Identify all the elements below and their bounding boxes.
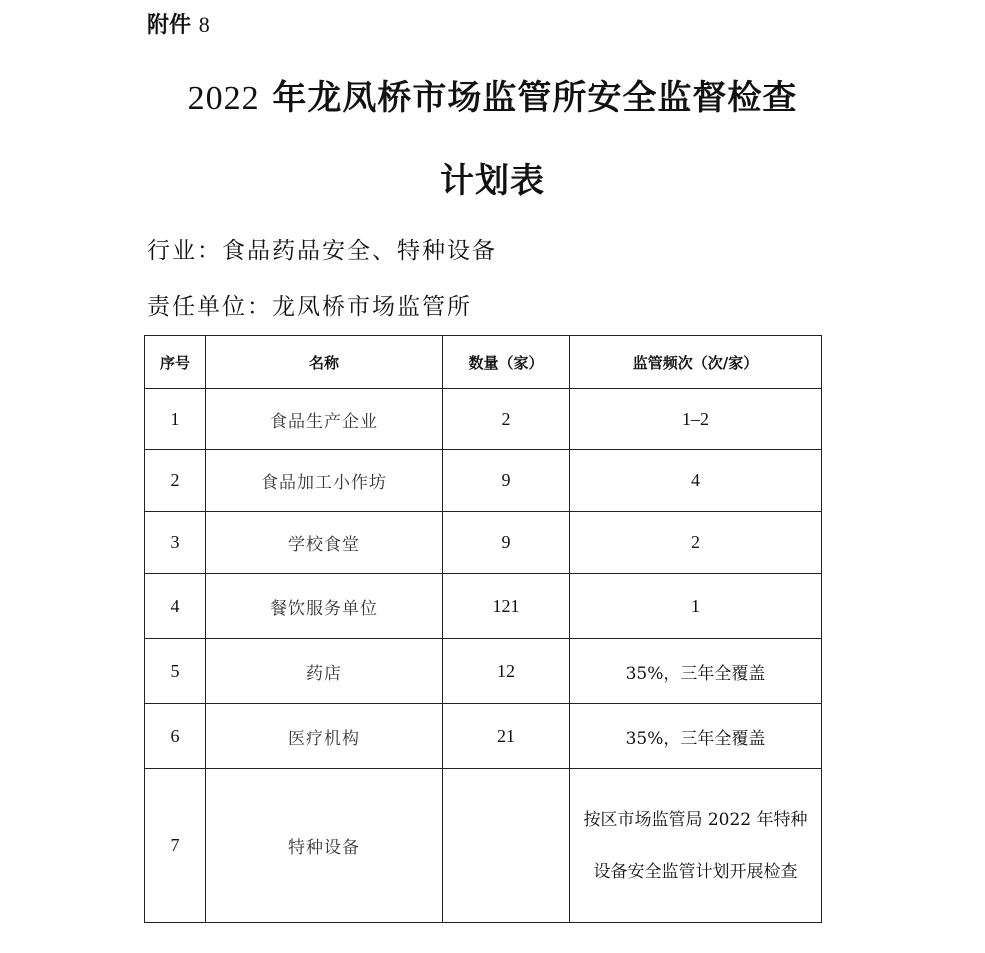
row-count: 121 <box>443 574 570 639</box>
title-line1: 年龙凤桥市场监管所安全监督检查 <box>272 78 798 118</box>
page-title-line2: 计划表 <box>440 161 545 201</box>
table-header-row <box>145 336 822 389</box>
attachment-number: 8 <box>198 12 210 37</box>
row-count: 2 <box>443 389 570 450</box>
row-count: 21 <box>443 704 570 769</box>
inspection-plan-table <box>144 335 822 923</box>
row-no: 7 <box>145 769 206 923</box>
row-frequency: 4 <box>570 450 822 512</box>
row-no: 4 <box>145 574 206 639</box>
title-year: 2022 <box>187 80 260 117</box>
table-row <box>145 704 822 769</box>
table-row <box>145 639 822 704</box>
row-count <box>443 769 570 923</box>
header-name: 名称 <box>206 336 443 389</box>
row-frequency: 35%，三年全覆盖 <box>570 704 822 769</box>
row-count: 9 <box>443 512 570 574</box>
attachment-label <box>147 8 210 39</box>
attachment-text: 附件 <box>147 13 192 38</box>
row-no: 5 <box>145 639 206 704</box>
table-row <box>145 574 822 639</box>
industry-line: 行业：食品药品安全、特种设备 <box>147 238 497 264</box>
row-frequency: 1 <box>570 574 822 639</box>
row-name: 医疗机构 <box>206 704 443 769</box>
header-count: 数量（家） <box>443 336 570 389</box>
row-frequency: 35%，三年全覆盖 <box>570 639 822 704</box>
row-name: 特种设备 <box>206 769 443 923</box>
table-row <box>145 389 822 450</box>
row-name: 药店 <box>206 639 443 704</box>
row-no: 3 <box>145 512 206 574</box>
row-frequency <box>570 769 822 923</box>
header-no: 序号 <box>145 336 206 389</box>
row-no: 2 <box>145 450 206 512</box>
row-frequency: 2 <box>570 512 822 574</box>
table-row <box>145 512 822 574</box>
responsible-unit-line: 责任单位：龙凤桥市场监管所 <box>147 294 472 320</box>
row-no: 1 <box>145 389 206 450</box>
row-frequency-text: 按区市场监管局 2022 年特种设备安全监管计划开展检查 <box>583 809 808 882</box>
header-frequency: 监管频次（次/家） <box>570 336 822 389</box>
row-frequency: 1–2 <box>570 389 822 450</box>
row-name: 餐饮服务单位 <box>206 574 443 639</box>
page-title <box>0 70 985 119</box>
table-row <box>145 769 822 923</box>
row-count: 9 <box>443 450 570 512</box>
table-row <box>145 450 822 512</box>
row-count: 12 <box>443 639 570 704</box>
row-name: 食品生产企业 <box>206 389 443 450</box>
row-no: 6 <box>145 704 206 769</box>
row-name: 食品加工小作坊 <box>206 450 443 512</box>
row-name: 学校食堂 <box>206 512 443 574</box>
